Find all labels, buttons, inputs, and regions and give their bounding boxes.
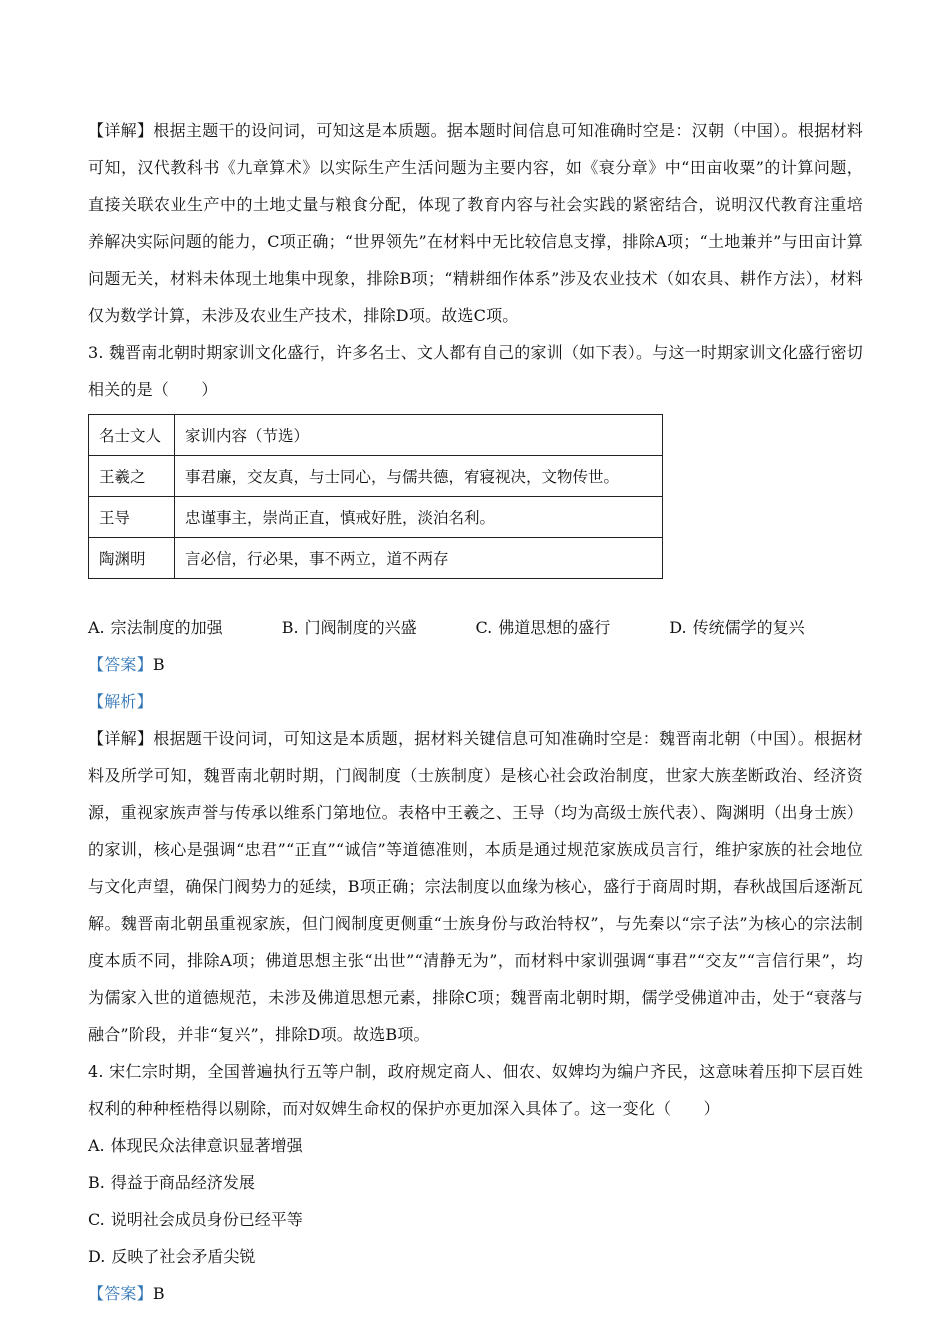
- q3-option-a: [88, 609, 282, 646]
- q3-option-b: [282, 609, 476, 646]
- option-text: 说明社会成员身份已经平等: [110, 1210, 303, 1229]
- option-text: 反映了社会矛盾尖锐: [111, 1247, 256, 1266]
- option-letter: B.: [281, 618, 299, 637]
- option-letter: C.: [475, 618, 493, 637]
- option-letter: D.: [88, 1247, 106, 1266]
- family-instructions-table: [88, 414, 663, 579]
- answer-value: B: [152, 1284, 165, 1303]
- table-cell-name: 陶渊明: [89, 538, 175, 579]
- answer-label: 【答案】: [88, 1284, 153, 1303]
- analysis-label: 【解析】: [88, 692, 153, 711]
- q4-option-d: [88, 1238, 477, 1275]
- table-row: [89, 538, 663, 579]
- option-letter: A.: [88, 618, 105, 637]
- q3-option-c: [476, 609, 670, 646]
- q3-analysis-heading: [88, 683, 863, 720]
- detail-label: 【详解】: [88, 121, 154, 140]
- q4-option-c: [88, 1201, 477, 1238]
- option-text: 佛道思想的盛行: [498, 618, 611, 637]
- q3-stem: 3. 魏晋南北朝时期家训文化盛行，许多名士、文人都有自己的家训（如下表）。与这一时期家训文化盛行密切相关的是（ ）: [88, 343, 863, 399]
- option-text: 体现民众法律意识显著增强: [110, 1136, 303, 1155]
- q4-options: [88, 1127, 863, 1275]
- q4-answer: [88, 1275, 863, 1312]
- table-cell-content: 事君廉，交友真，与士同心，与儒共德，宥寝视决，文物传世。: [175, 456, 663, 497]
- table-cell-content: 言必信，行必果，事不两立，道不两存: [175, 538, 663, 579]
- answer-value: B: [152, 655, 165, 674]
- table-row: [89, 497, 663, 538]
- q3-answer: [88, 646, 863, 683]
- answer-label: 【答案】: [88, 655, 153, 674]
- option-letter: A.: [88, 1136, 105, 1155]
- q4-stem: 4. 宋仁宗时期，全国普遍执行五等户制，政府规定商人、佃农、奴婢均为编户齐民，这意味着压抑下层百姓权利的种种桎梏得以剔除，而对奴婢生命权的保护亦更加深入具体了。这一变化（ ）: [88, 1062, 863, 1118]
- q3-option-d: [669, 609, 863, 646]
- option-text: 得益于商品经济发展: [110, 1173, 255, 1192]
- option-text: 宗法制度的加强: [110, 618, 223, 637]
- option-text: 门阀制度的兴盛: [304, 618, 417, 637]
- q2-detail-paragraph: [88, 112, 863, 334]
- q4-option-a: [88, 1127, 477, 1164]
- detail-text: 根据主题干的设问词，可知这是本质题。据本题时间信息可知准确时空是：汉朝（中国）。根据材料可知，汉代教科书《九章算术》以实际生产生活问题为主要内容，如《衰分章》中“田亩收粟”的计算问题，直接关联农业生产中的土地丈量与粮食分配，体现了教育内容与社会实践的紧密结合，说明汉代教育注重培养解决实际问题的能力，C项正确；“世界领先”在材料中无比较信息支撑，排除A项；“土地兼并”与田亩计算问题无关，材料未体现土地集中现象，排除B项；“精耕细作体系”涉及农业技术（如农具、耕作方法），材料仅为数学计算，未涉及农业生产技术，排除D项。故选C项。: [88, 121, 863, 325]
- table-row: [89, 456, 663, 497]
- option-letter: C.: [88, 1210, 105, 1229]
- q3-options: [88, 609, 863, 646]
- detail-label: 【详解】: [88, 729, 154, 748]
- q4-option-b: [88, 1164, 477, 1201]
- option-letter: D.: [669, 618, 687, 637]
- option-text: 传统儒学的复兴: [692, 618, 805, 637]
- document-page: [88, 112, 863, 1312]
- table-cell-name: 王羲之: [89, 456, 175, 497]
- option-letter: B.: [88, 1173, 105, 1192]
- table-cell-name: 王导: [89, 497, 175, 538]
- table-header-cell: 名士文人: [89, 415, 175, 456]
- table-header-row: [89, 415, 663, 456]
- detail-text: 根据题干设问词，可知这是本质题，据材料关键信息可知准确时空是：魏晋南北朝（中国）。根据材料及所学可知，魏晋南北朝时期，门阀制度（士族制度）是核心社会政治制度，世家大族垄断政治、经济资源，重视家族声誉与传承以维系门第地位。表格中王羲之、王导（均为高级士族代表）、陶渊明（出身士族）的家训，核心是强调“忠君”“正直”“诚信”等道德准则，本质是通过规范家族成员言行，维护家族的社会地位与文化声望，确保门阀势力的延续，B项正确；宗法制度以血缘为核心，盛行于商周时期，春秋战国后逐渐瓦解。魏晋南北朝虽重视家族，但门阀制度更侧重“士族身份与政治特权”，与先秦以“宗子法”为核心的宗法制度本质不同，排除A项；佛道思想主张“出世”“清静无为”，而材料中家训强调“事君”“交友”“言信行果”，均为儒家入世的道德规范，未涉及佛道思想元素，排除C项；魏晋南北朝时期，儒学受佛道冲击，处于“衰落与融合”阶段，并非“复兴”，排除D项。故选B项。: [88, 729, 863, 1044]
- table-header-cell: 家训内容（节选）: [175, 415, 663, 456]
- table-cell-content: 忠谨事主，崇尚正直，慎戒好胜，淡泊名利。: [175, 497, 663, 538]
- q3-detail-paragraph: [88, 720, 863, 1053]
